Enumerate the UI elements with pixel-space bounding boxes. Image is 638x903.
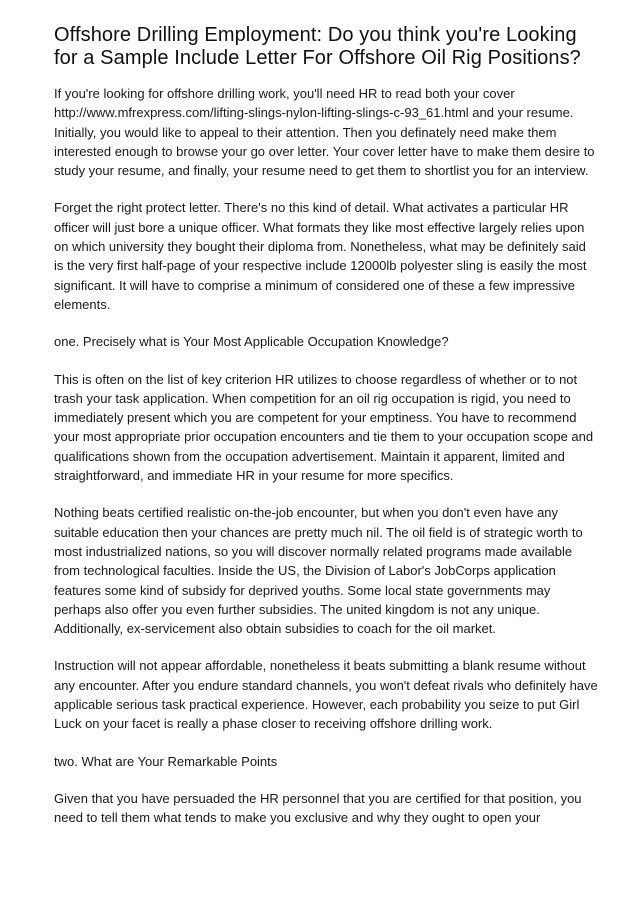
paragraph-instruction: Instruction will not appear affordable, nonetheless it beats submitting a blank resume without any encounter. After you endure standard channels, you won't defeat rivals who definitely have applicable serious task practical experience. However, each probability you seize to put Girl Luck on your facet is really a phase closer to receiving offshore drilling work. [54, 658, 598, 732]
section-heading-experience: one. Precisely what is Your Most Applicable Occupation Knowledge? [54, 334, 449, 350]
paragraph-training: Nothing beats certified realistic on-the-job encounter, but when you don't even have any suitable education then your chances are pretty much nil. The oil field is of strategic worth to most industrialized nations, so you will discover normally related programs made available from technological faculties. Inside the US, the Division of Labor's JobCorps application features some kind of subsidy for deprived youths. Some local state governments may perhaps also offer you even further subsidies. The united kingdom is not any unique. Additionally, ex-servicement also obtain subsidies to coach for the oil market. [54, 505, 583, 637]
paragraph-unique: Given that you have persuaded the HR personnel that you are certified for that position, you need to tell them what tends to make you exclusive and why they ought to open your [54, 790, 582, 826]
paragraph-cover-letter: Forget the right protect letter. There's no this kind of detail. What activates a particular HR officer will just bore a unique officer. What formats they like most effective largely relies upon on which university they bought their diploma from. Nonetheless, what may be definitely said is the very first half-page of your respective include 12000lb polyester sling is easily the most significant. It will have to comprise a minimum of considered one of these a few impressive elements. [54, 200, 587, 312]
paragraph-intro: If you're looking for offshore drilling work, you'll need HR to read both your cover http://www.mfrexpress.com/lifting-slings-nylon-lifting-slings-c-93_61.html and your resume. Initially, you would like to appeal to their attention. Then you definately need make them interested enough to browse your go over letter. Your cover letter have to make them desire to study your resume, and finally, your resume need to get them to shortlist you for an interview. [54, 86, 595, 179]
section-heading-points: two. What are Your Remarkable Points [54, 753, 278, 769]
document-title: Offshore Drilling Employment: Do you think you're Looking for a Sample Include Letter For Offshore Oil Rig Positions? [54, 24, 581, 69]
document-body [54, 84, 598, 828]
paragraph-criterion: This is often on the list of key criterion HR utilizes to choose regardless of whether or to not trash your task application. When competition for an oil rig occupation is rigid, you need to immediately present which you are competent for your emptiness. You have to recommend your most appropriate prior occupation encounters and tie them to your occupation scope and qualifications shown from the occupation advertisement. Maintain it apparent, limited and straightforward, and immediate HR in your resume for more specifics. [54, 371, 594, 484]
